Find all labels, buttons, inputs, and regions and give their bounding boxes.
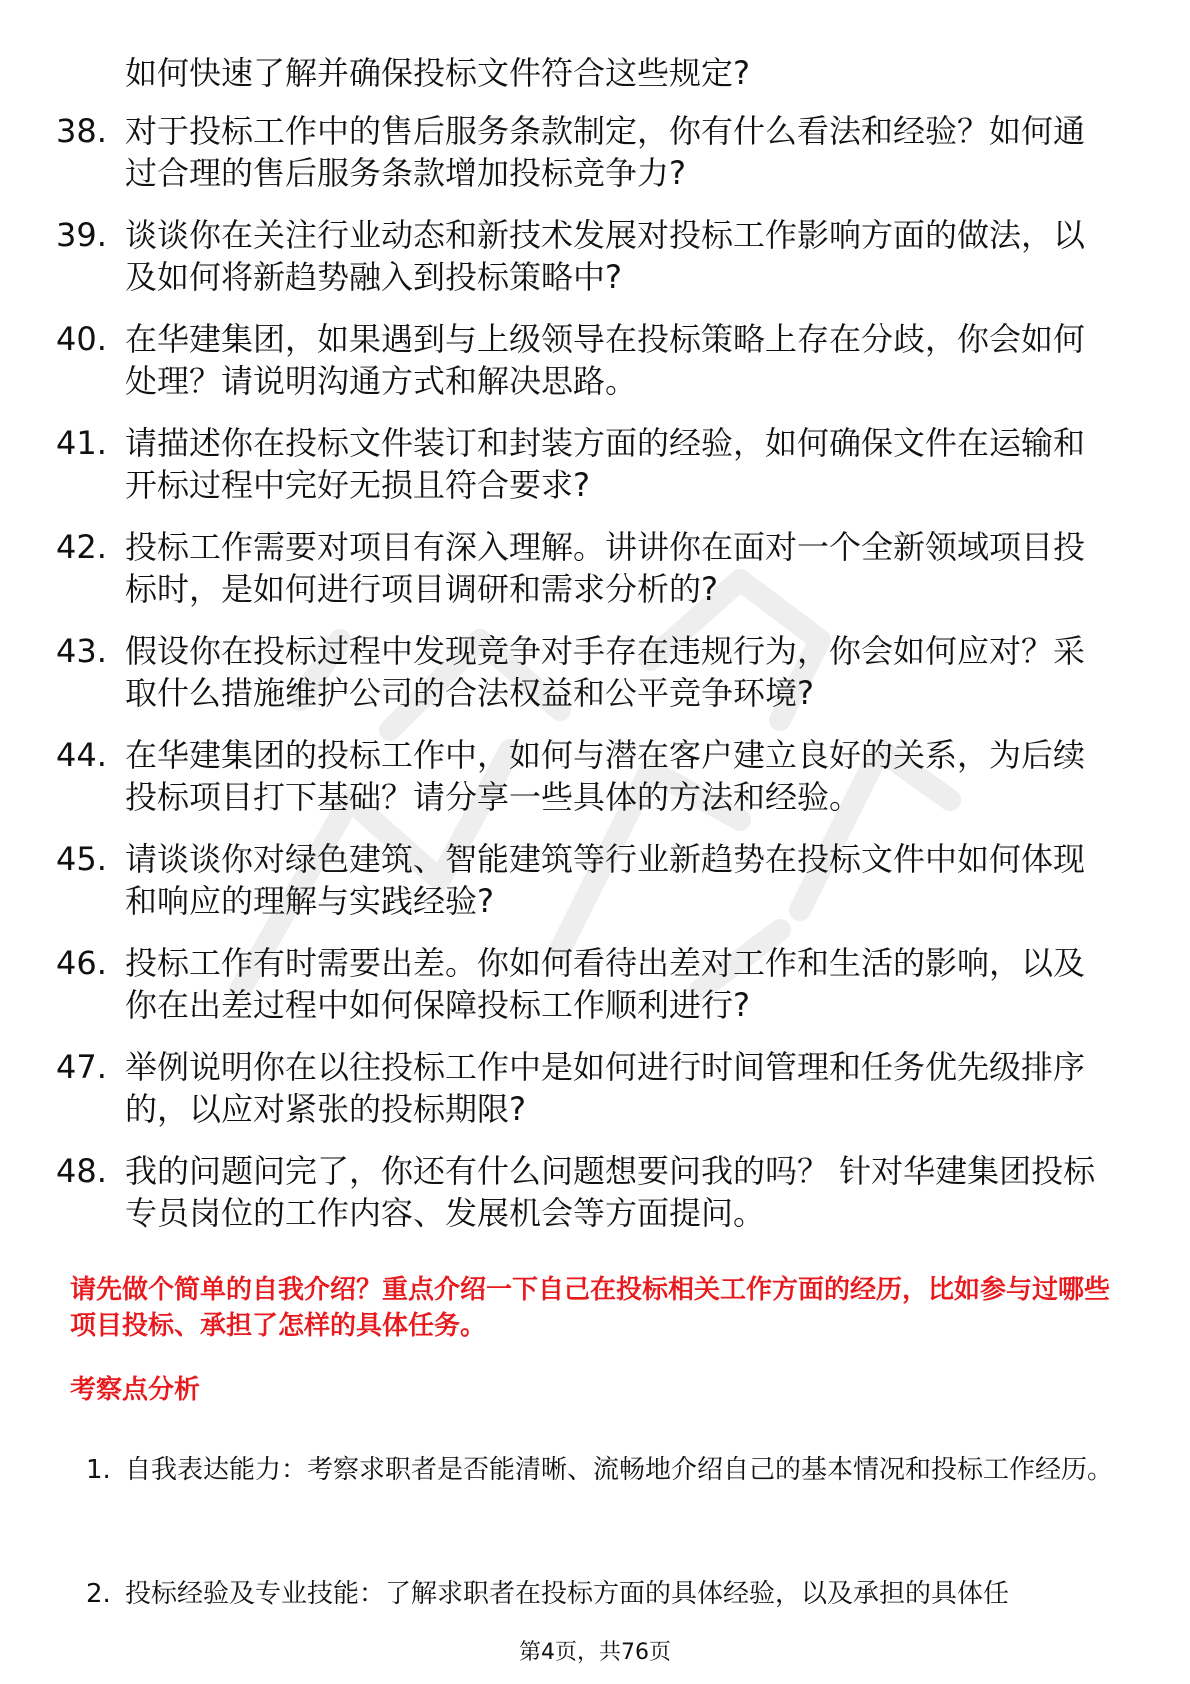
question-text: 假设你在投标过程中发现竞争对手存在违规行为，你会如何应对？采取什么措施维护公司的合法权益和公平竞争环境? bbox=[125, 632, 1086, 712]
question-number: 45. bbox=[56, 840, 107, 878]
analysis-item-text: 投标经验及专业技能：了解求职者在投标方面的具体经验，以及承担的具体任 bbox=[125, 1579, 1010, 1609]
page-footer: 第4页，共76页 bbox=[519, 1640, 671, 1665]
question-item bbox=[0, 422, 1190, 526]
question-item bbox=[0, 942, 1190, 1046]
question-list bbox=[0, 110, 1190, 1254]
question-number: 39. bbox=[56, 216, 107, 254]
question-number: 40. bbox=[56, 320, 107, 358]
analysis-item-number: 1. bbox=[86, 1455, 111, 1485]
question-item bbox=[0, 110, 1190, 214]
question-number: 47. bbox=[56, 1048, 107, 1086]
analysis-item-number: 2. bbox=[86, 1579, 111, 1609]
analysis-item-text: 自我表达能力：考察求职者是否能清晰、流畅地介绍自己的基本情况和投标工作经历。 bbox=[125, 1455, 1114, 1485]
question-item bbox=[0, 734, 1190, 838]
question-text: 在华建集团的投标工作中，如何与潜在客户建立良好的关系，为后续投标项目打下基础？请分享一些具体的方法和经验。 bbox=[125, 736, 1086, 816]
question-number: 42. bbox=[56, 528, 107, 566]
question-text: 对于投标工作中的售后服务条款制定，你有什么看法和经验？如何通过合理的售后服务条款增加投标竞争力? bbox=[125, 112, 1086, 192]
question-text: 请谈谈你对绿色建筑、智能建筑等行业新趋势在投标文件中如何体现和响应的理解与实践经验? bbox=[125, 840, 1086, 920]
question-text: 举例说明你在以往投标工作中是如何进行时间管理和任务优先级排序的，以应对紧张的投标期限? bbox=[125, 1048, 1086, 1128]
question-number: 38. bbox=[56, 112, 107, 150]
question-text: 我的问题问完了，你还有什么问题想要问我的吗？ 针对华建集团投标专员岗位的工作内容、发展机会等方面提问。 bbox=[125, 1152, 1096, 1232]
analysis-item bbox=[0, 1442, 1190, 1566]
question-text: 投标工作需要对项目有深入理解。讲讲你在面对一个全新领域项目投标时，是如何进行项目调研和需求分析的? bbox=[125, 528, 1086, 608]
question-number: 46. bbox=[56, 944, 107, 982]
analysis-item bbox=[0, 1566, 1190, 1626]
analysis-section-title: 考察点分析 bbox=[70, 1375, 201, 1405]
highlighted-question: 请先做个简单的自我介绍？重点介绍一下自己在投标相关工作方面的经历，比如参与过哪些项目投标、承担了怎样的具体任务。 bbox=[70, 1275, 1111, 1341]
question-number: 41. bbox=[56, 424, 107, 462]
question-number: 43. bbox=[56, 632, 107, 670]
question-number: 44. bbox=[56, 736, 107, 774]
question-text: 请描述你在投标文件装订和封装方面的经验，如何确保文件在运输和开标过程中完好无损且符合要求? bbox=[125, 424, 1086, 504]
question-number: 48. bbox=[56, 1152, 107, 1190]
analysis-list bbox=[0, 1442, 1190, 1626]
question-item bbox=[0, 838, 1190, 942]
question-text: 在华建集团，如果遇到与上级领导在投标策略上存在分歧，你会如何处理？请说明沟通方式和解决思路。 bbox=[125, 320, 1086, 400]
question-item bbox=[0, 318, 1190, 422]
question-item bbox=[0, 526, 1190, 630]
question-item bbox=[0, 1150, 1190, 1254]
question-item bbox=[0, 214, 1190, 318]
question-text: 谈谈你在关注行业动态和新技术发展对投标工作影响方面的做法，以及如何将新趋势融入到投标策略中? bbox=[125, 216, 1086, 296]
question-item bbox=[0, 1046, 1190, 1150]
question-continuation-text: 如何快速了解并确保投标文件符合这些规定? bbox=[125, 54, 750, 92]
question-item bbox=[0, 630, 1190, 734]
question-text: 投标工作有时需要出差。你如何看待出差对工作和生活的影响，以及你在出差过程中如何保障投标工作顺利进行? bbox=[125, 944, 1086, 1024]
